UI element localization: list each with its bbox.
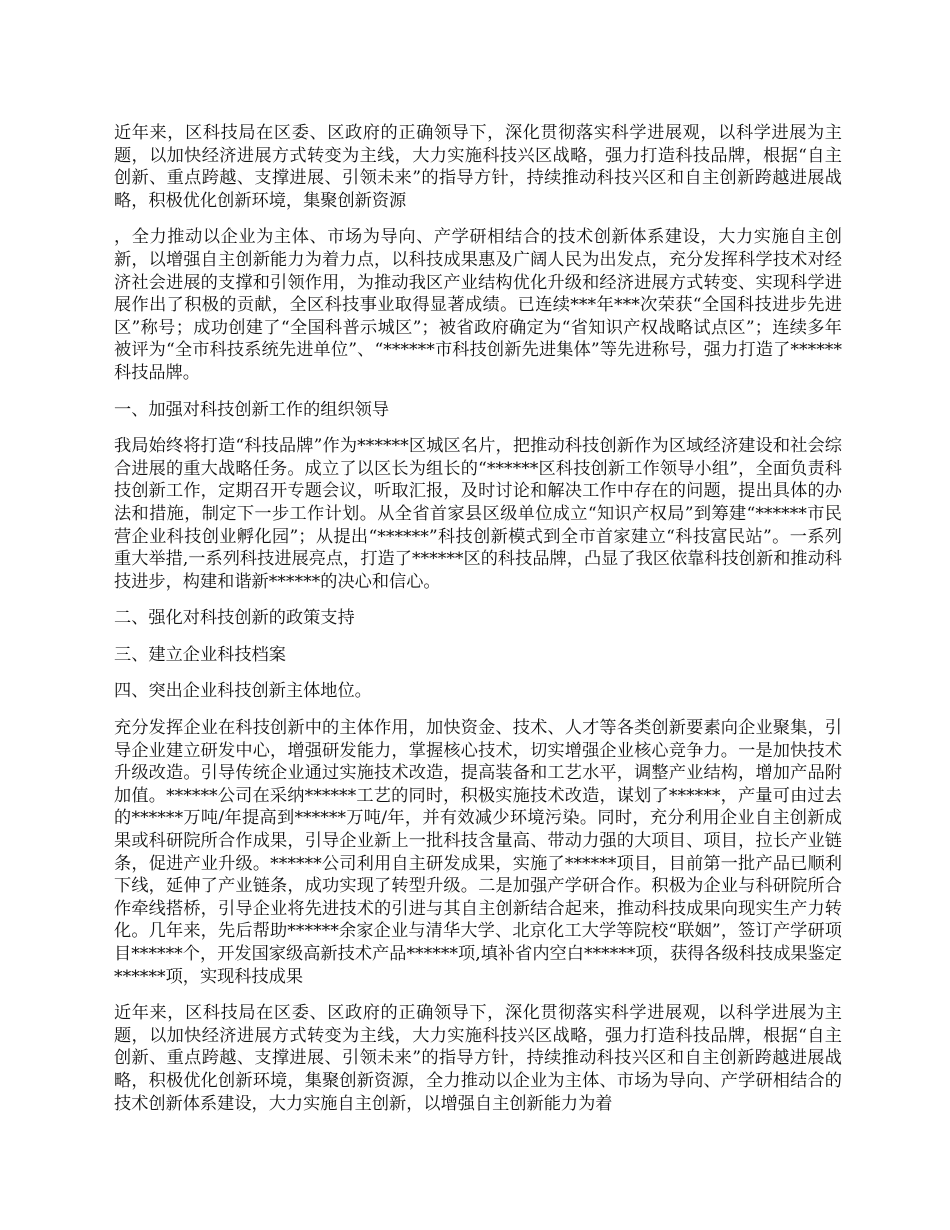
section-heading-2: 二、强化对科技创新的政策支持 [114, 608, 355, 629]
section-4-paragraph: 充分发挥企业在科技创新中的主体作用，加快资金、技术、人才等各类创新要素向企业聚集，引导企业建立研发中心，增强研发能力，掌握核心技术，切实增强企业核心竞争力。一是加快技术升级改造。引导传统企业通过实施技术改造，提高装备和工艺水平，调整产业结构，增加产品附加值。******公司在采纳******工艺的同时，积极实施技术改造，谋划了******，产量可由过去的******万吨/年提高到******万吨/年，并有效减少环境污染。同时，充分利用企业自主创新成果或科研院所合作成果，引导企业新上一批科技含量高、带动力强的大项目、项目，拉长产业链条，促进产业升级。******公司利用自主研发成果，实施了******项目，目前第一批产品已顺利下线，延伸了产业链条，成功实现了转型升级。二是加强产学研合作。积极为企业与科研院所合作牵线搭桥，引导企业将先进技术的引进与其自主创新结合起来，推动科技成果向现实生产力转化。几年来，先后帮助******余家企业与清华大学、北京化工大学等院校“联姻”，签订产学研项目******个，开发国家级高新技术产品******项,填补省内空白******项，获得各级科技成果鉴定******项，实现科技成果 [114, 718, 842, 987]
section-1-paragraph: 我局始终将打造“科技品牌”作为******区城区名片，把推动科技创新作为区域经济建设和社会综合进展的重大战略任务。成立了以区长为组长的“******区科技创新工作领导小组”，全面负责科技创新工作，定期召开专题会议，听取汇报，及时讨论和解决工作中存在的问题，提出具体的办法和措施，制定下一步工作计划。从全省首家县区级单位成立“知识产权局”到筹建“******市民营企业科技创业孵化园”；从提出“******”科技创新模式到全市首家建立“科技富民站”。一系列重大举措,一系列科技进展亮点，打造了******区的科技品牌，凸显了我区依靠科技创新和推动科技进步，构建和谐新******的决心和信心。 [114, 436, 842, 592]
achievements-paragraph: ，全力推动以企业为主体、市场为导向、产学研相结合的技术创新体系建设，大力实施自主创新，以增强自主创新能力为着力点，以科技成果惠及广阔人民为出发点，充分发挥科学技术对经济社会进展的支撑和引领作用，为推动我区产业结构优化升级和经济进展方式转变、实现科学进展作出了积极的贡献，全区科技事业取得显著成绩。已连续***年***次荣获“全国科技进步先进区”称号；成功创建了“全国科普示城区”；被省政府确定为“省知识产权战略试点区”；连续多年被评为“全市科技系统先进单位”、“******市科技创新先进集体”等先进称号，强力打造了******科技品牌。 [114, 227, 842, 383]
repeated-intro-paragraph: 近年来，区科技局在区委、区政府的正确领导下，深化贯彻落实科学进展观，以科学进展为主题，以加快经济进展方式转变为主线，大力实施科技兴区战略，强力打造科技品牌，根据“自主创新、重点跨越、支撑进展、引领未来”的指导方针，持续推动科技兴区和自主创新跨越进展战略，积极优化创新环境，集聚创新资源，全力推动以企业为主体、市场为导向、产学研相结合的技术创新体系建设，大力实施自主创新，以增强自主创新能力为着 [114, 1003, 842, 1114]
section-heading-3: 三、建立企业科技档案 [114, 644, 286, 665]
section-heading-1: 一、加强对科技创新工作的组织领导 [114, 399, 390, 420]
document-body [114, 122, 842, 1129]
section-heading-4: 四、突出企业科技创新主体地位。 [114, 681, 372, 702]
intro-paragraph: 近年来，区科技局在区委、区政府的正确领导下，深化贯彻落实科学进展观，以科学进展为主题，以加快经济进展方式转变为主线，大力实施科技兴区战略，强力打造科技品牌，根据“自主创新、重点跨越、支撑进展、引领未来”的指导方针，持续推动科技兴区和自主创新跨越进展战略，积极优化创新环境，集聚创新资源 [114, 123, 842, 211]
